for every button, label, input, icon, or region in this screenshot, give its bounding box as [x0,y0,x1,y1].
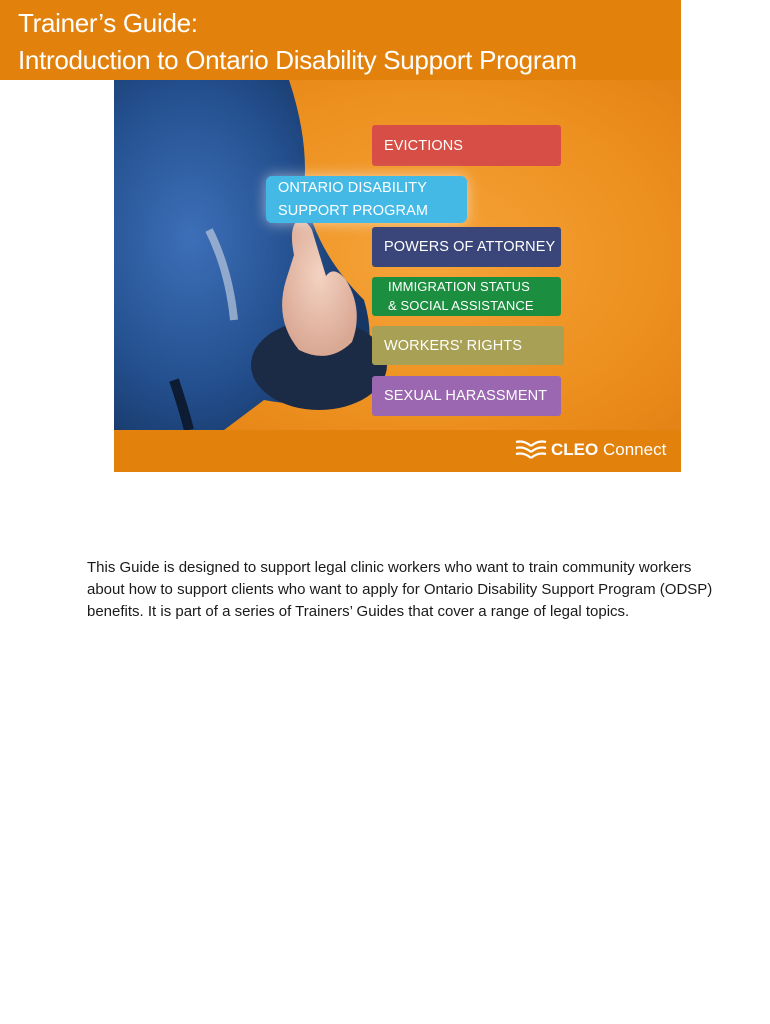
topic-odsp: ONTARIO DISABILITY SUPPORT PROGRAM [266,176,467,223]
topic-powers-of-attorney: POWERS OF ATTORNEY [372,227,561,267]
topic-workers-rights: WORKERS' RIGHTS [372,326,564,365]
topic-immigration-status: IMMIGRATION STATUS & SOCIAL ASSISTANCE [372,277,561,316]
title-banner [0,0,681,80]
intro-paragraph: This Guide is designed to support legal clinic workers who want to train community workers about how to support clients who want to apply for Ontario Disability Support Program (ODSP) benefits. It is part of a series of Trainers’ Guides that cover a range of legal topics. [87,559,713,620]
book-icon [514,438,548,464]
cleo-connect-logo: CLEO Connect [551,440,667,459]
topic-evictions: EVICTIONS [372,125,561,166]
cover-image [114,80,681,472]
topic-sexual-harassment: SEXUAL HARASSMENT [372,376,561,416]
guide-subtitle: Introduction to Ontario Disability Support Program [18,45,577,75]
guide-title: Trainer’s Guide: [18,8,198,38]
